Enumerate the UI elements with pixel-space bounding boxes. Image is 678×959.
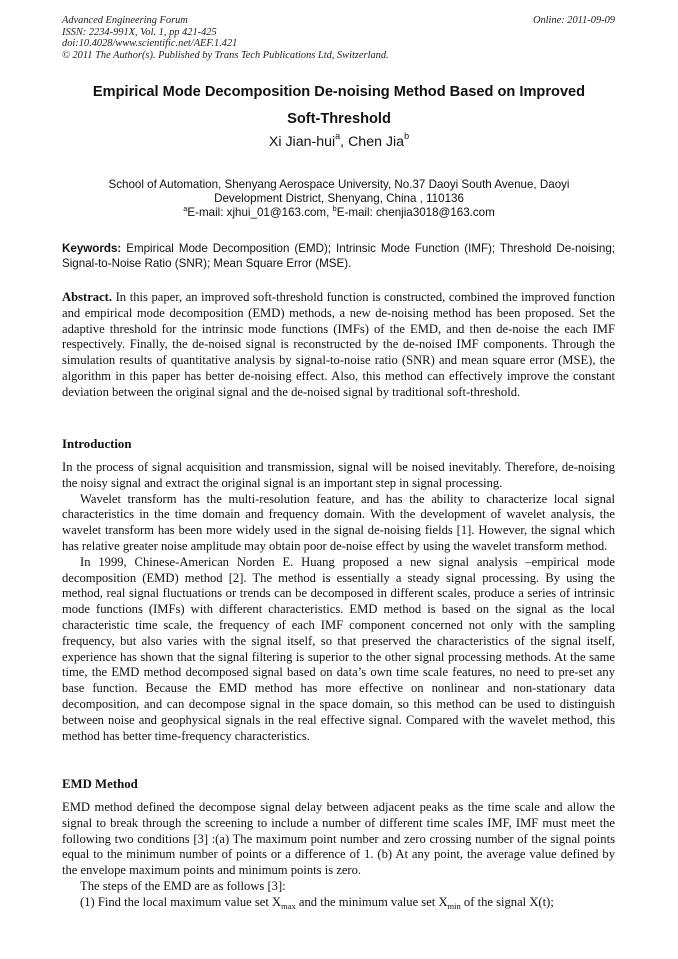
author-1: Xi Jian-hui xyxy=(268,134,336,150)
keywords xyxy=(62,241,615,271)
intro-paragraph-3: In 1999, Chinese-American Norden E. Huang proposed a new signal analysis –empirical mode decomposition (EMD) method [2]. The method is essentially a steady signal processing. By using the method, real signal fluctuations or trends can be decomposed in different scales, produce a series of intrinsic mode functions (IMFs) with different characteristics. EMD method is based on the signal as the local characteristic time scale, the frequency of each IMF component concerned not only with the sampling frequency, but also varies with the signal itself, so that preserved the characteristics of the signal itself, experience has shown that the signal filtering is superior to the other signal processing methods. At the same time, the EMD method decomposed signal based on data’s own time scale features, no need to pre-set any base function. Because the EMD method has more effective on nonlinear and non-stationary data decomposition, and can decompose signal in the space domain, so this method can be used to distinguish between noise and geophysical signals in the real effective signal. Compared with the wavelet method, this method has better time-frequency characteristics. xyxy=(62,554,615,743)
emd-method-body xyxy=(62,800,615,911)
introduction-body xyxy=(62,460,615,744)
emd-paragraph-1: EMD method defined the decompose signal delay between adjacent peaks as the time scale and allow the signal to break through the screening to include a number of different time scales IMF, IMF must meet the following two conditions [3] :(a) The maximum point number and zero crossing number of the signal points equal to the minimum number of points or a difference of 1. (b) At any point, the average value defined by the envelope maximum points and minimum points is zero. xyxy=(62,800,615,878)
keywords-label: Keywords: xyxy=(62,242,122,255)
email-line xyxy=(80,206,598,220)
step1-text-b: and the minimum value set X xyxy=(295,894,448,909)
journal-name: Advanced Engineering Forum xyxy=(62,15,188,26)
step1-text-a: (1) Find the local maximum value set X xyxy=(80,894,282,909)
online-date: Online: 2011-09-09 xyxy=(532,15,615,26)
author-separator: , xyxy=(340,134,349,150)
author-list xyxy=(0,131,678,150)
affiliation-line-1: School of Automation, Shenyang Aerospace University, No.37 Daoyi South Avenue, Daoyi xyxy=(108,178,570,191)
paper-title xyxy=(40,79,638,133)
author-2-sup: b xyxy=(404,131,410,141)
introduction-heading: Introduction xyxy=(62,437,132,451)
step1-sub-min: min xyxy=(447,900,461,911)
title-line-2: Soft-Threshold xyxy=(287,111,391,127)
title-line-1: Empirical Mode Decomposition De-noising Method Based on Improved xyxy=(92,84,586,100)
affiliation-line-2: Development District, Shenyang, China , 110136 xyxy=(214,192,464,206)
abstract-text: In this paper, an improved soft-threshold function is constructed, combined the improved function and empirical mode decomposition (EMD) methods, a new de-noising method has been proposed. Set the adaptive threshold for the intrinsic mode functions (IMFs) of the EMD, and then de-noise the each IMF respectively. Finally, the de-noised signal is reconstructed by the de-noised IMF components. Through the simulation results of quantitative analysis by signal-to-noise ratio (SNR) and mean square error (MSE), the algorithm in this paper has better de-noising effect. Also, this method can effectively improve the constant deviation between the original signal and the de-noised signal by traditional soft-threshold. xyxy=(62,290,615,399)
copyright-line: © 2011 The Author(s). Published by Trans Tech Publications Ltd, Switzerland. xyxy=(62,49,389,61)
email-b: E-mail: chenjia3018@163.com xyxy=(336,206,495,220)
step1-sub-max: max xyxy=(281,900,296,911)
issn-line: ISSN: 2234-991X, Vol. 1, pp 421-425 xyxy=(62,26,217,38)
author-2: Chen Jia xyxy=(348,134,405,150)
affiliation xyxy=(80,178,598,221)
emd-step-1 xyxy=(62,895,615,911)
emd-method-heading: EMD Method xyxy=(62,777,138,791)
doi-line: doi:10.4028/www.scientific.net/AEF.1.421 xyxy=(62,38,238,49)
intro-paragraph-2: Wavelet transform has the multi-resolution feature, and has the ability to characterize local signal characteristics in the time domain and frequency domain. With the development of wavelet analysis, the wavelet transform has been more widely used in the signal de-noising fields [1]. However, the signal which has relative greater noise amplitude may obtain poor de-noise effect by using the wavelet transform method. xyxy=(62,491,615,553)
author-1-sup: a xyxy=(335,131,341,141)
abstract-label: Abstract. xyxy=(62,290,113,304)
emd-paragraph-2: The steps of the EMD are as follows [3]: xyxy=(80,878,286,893)
email-b-sup: b xyxy=(332,204,337,214)
intro-paragraph-1: In the process of signal acquisition and transmission, signal will be noised inevitably. Therefore, de-noising the noisy signal and extract the original signal is an important step in signal processing. xyxy=(62,460,615,490)
email-a-sup: a xyxy=(183,204,188,214)
email-a: E-mail: xjhui_01@163.com, xyxy=(187,206,333,220)
step1-text-c: of the signal X(t); xyxy=(460,894,554,909)
abstract xyxy=(62,290,615,401)
keywords-text: Empirical Mode Decomposition (EMD); Intrinsic Mode Function (IMF); Threshold De-noising; Signal-to-Noise Ratio (SNR); Mean Square Error (MSE). xyxy=(62,242,615,270)
